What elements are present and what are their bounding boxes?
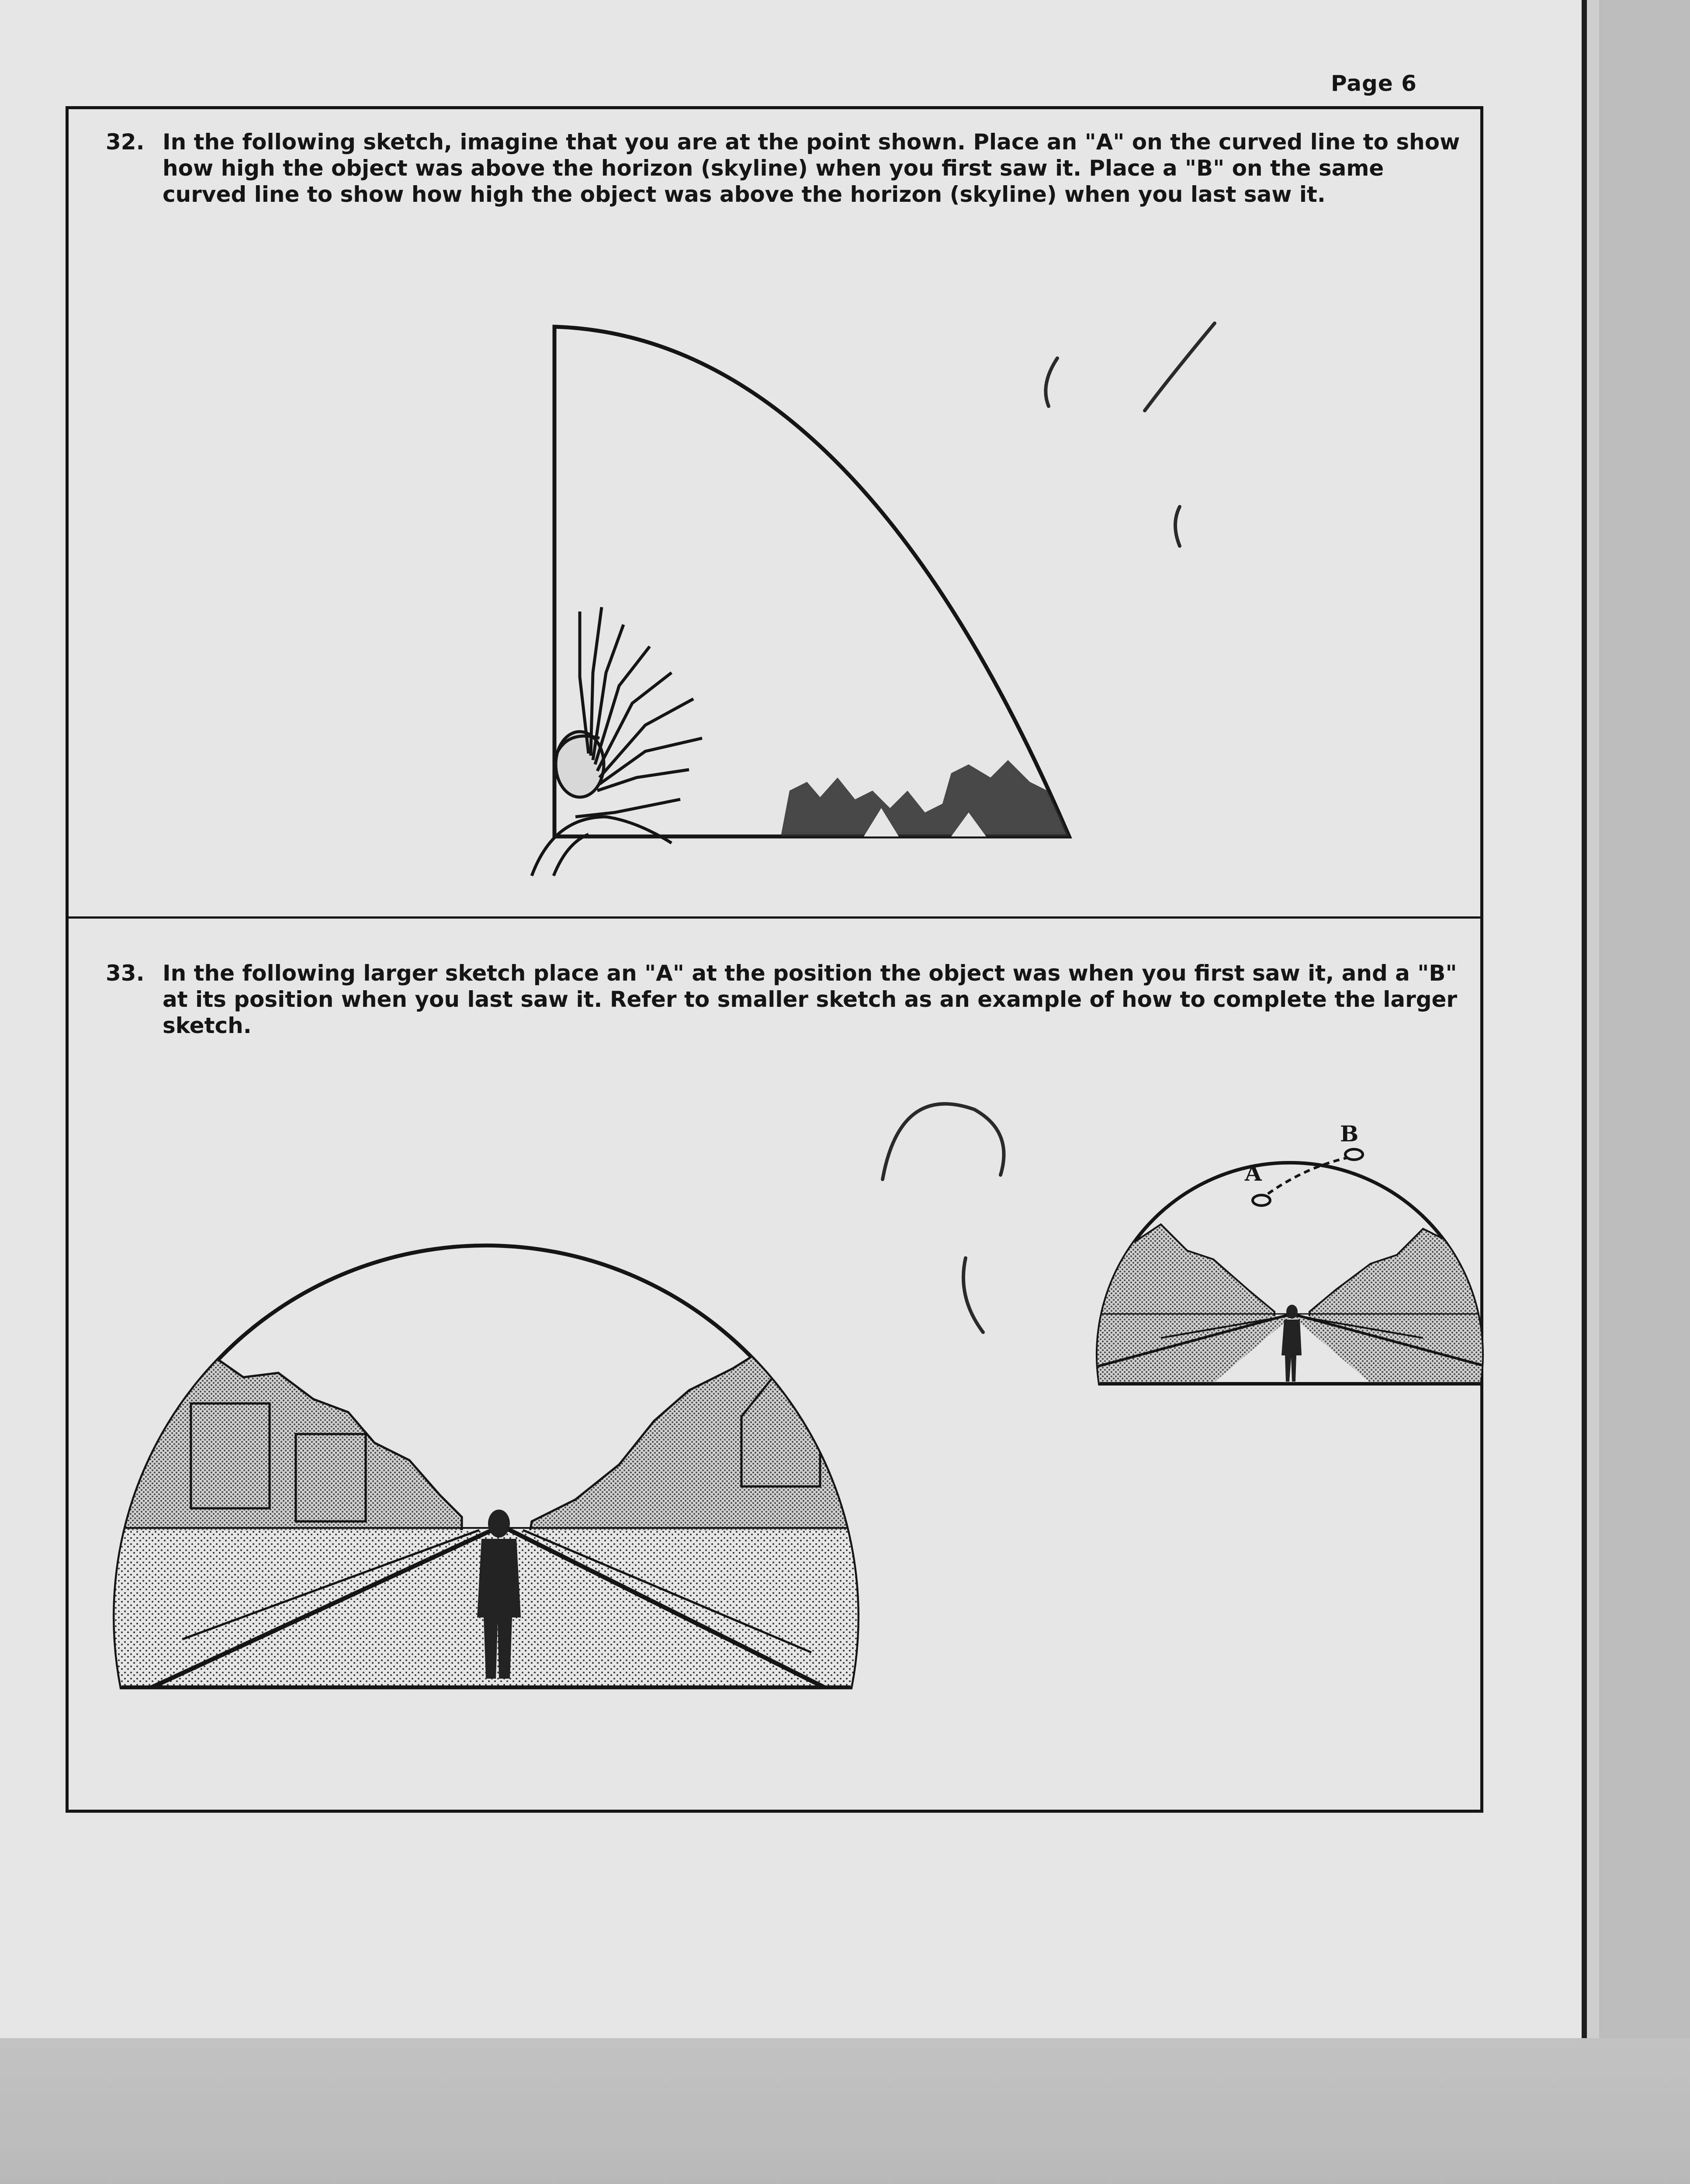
question-text: In the following sketch, imagine that you are at the point shown. Place an "A" on the curved line to show how high the object was above the horizon (skyline) when you first saw it. Place a "B" on the same curved line to show how high the object was above the horizon (skyline) when you last saw it. (163, 129, 1460, 207)
question-number: 33. (106, 961, 145, 986)
page-number: Page 6 (1331, 71, 1417, 96)
question-number: 32. (106, 129, 145, 155)
label-b: B (1340, 1121, 1359, 1147)
question-text: In the following larger sketch place an "A" at the position the object was when you first saw it, and a "B" at its position when you last saw it. Refer to smaller sketch as an example of how to complete the larger sketch. (163, 961, 1458, 1038)
label-a: A (1245, 1160, 1262, 1186)
